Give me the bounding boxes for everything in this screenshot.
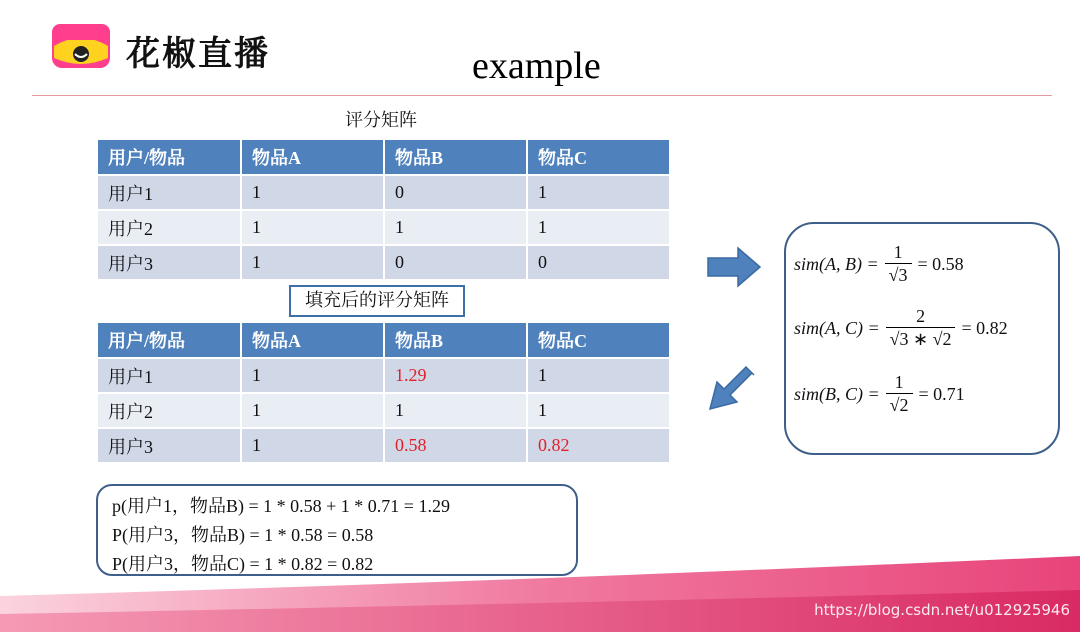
table-cell: 用户3 — [98, 245, 241, 280]
brand-logo-icon — [50, 24, 112, 70]
table-cell: 1 — [241, 210, 384, 245]
table-cell: 1 — [241, 358, 384, 393]
table-cell: 1 — [527, 175, 670, 210]
sim-bc-lhs: sim(B, C) = — [794, 383, 880, 404]
similarity-box — [784, 222, 1060, 455]
column-header: 物品B — [384, 140, 527, 175]
table-cell: 0 — [384, 245, 527, 280]
table-cell: 1 — [241, 175, 384, 210]
column-header: 物品A — [241, 323, 384, 358]
sim-ac-lhs: sim(A, C) = — [794, 317, 880, 338]
similarity-ac — [794, 306, 1008, 350]
column-header: 物品C — [527, 140, 670, 175]
prediction-line: p(用户1，物品B) = 1 * 0.58 + 1 * 0.71 = 1.29 — [112, 496, 450, 516]
table-cell: 1 — [384, 393, 527, 428]
filled-matrix-caption: 填充后的评分矩阵 — [289, 285, 465, 317]
sim-ac-rhs: = 0.82 — [961, 317, 1008, 338]
sim-ab-fraction — [885, 242, 912, 286]
table-cell: 1 — [241, 245, 384, 280]
slide-title: example — [472, 45, 601, 87]
sim-ab-numerator: 1 — [893, 242, 903, 262]
column-header: 用户/物品 — [98, 140, 241, 175]
table-row — [98, 428, 670, 463]
table-cell: 1 — [241, 393, 384, 428]
predicted-cell: 0.82 — [527, 428, 670, 463]
table-cell: 1 — [384, 210, 527, 245]
column-header: 物品A — [241, 140, 384, 175]
table-row — [98, 245, 670, 280]
sim-ab-denominator: √3 — [885, 263, 912, 286]
table-header-row — [98, 323, 670, 358]
sim-ac-denominator: √3 ∗ √2 — [886, 327, 956, 350]
sim-ab-rhs: = 0.58 — [917, 253, 964, 274]
table-cell: 1 — [527, 358, 670, 393]
sim-bc-fraction — [886, 372, 913, 416]
brand-name: 花椒直播 — [126, 34, 270, 74]
table-row — [98, 358, 670, 393]
rating-matrix-table — [98, 140, 671, 281]
predicted-cell: 1.29 — [384, 358, 527, 393]
header-divider — [32, 95, 1052, 96]
table-cell: 用户2 — [98, 210, 241, 245]
table-cell: 用户1 — [98, 358, 241, 393]
table-cell: 用户1 — [98, 175, 241, 210]
table-row — [98, 210, 670, 245]
table-row — [98, 175, 670, 210]
sim-bc-rhs: = 0.71 — [918, 383, 965, 404]
similarity-ab — [794, 242, 964, 286]
arrow-down-left-icon — [706, 365, 756, 411]
table-cell: 0 — [527, 245, 670, 280]
table-header-row — [98, 140, 670, 175]
filled-matrix-table — [98, 323, 671, 464]
prediction-line: P(用户3，物品B) = 1 * 0.58 = 0.58 — [112, 525, 374, 545]
decorative-bottom-band — [0, 556, 1080, 632]
arrow-right-icon — [706, 246, 762, 288]
sim-ac-fraction — [886, 306, 956, 350]
similarity-bc — [794, 372, 965, 416]
prediction-line: P(用户3，物品C) = 1 * 0.82 = 0.82 — [112, 554, 374, 574]
column-header: 用户/物品 — [98, 323, 241, 358]
watermark-url: https://blog.csdn.net/u012925946 — [814, 601, 1070, 619]
table-row — [98, 393, 670, 428]
column-header: 物品C — [527, 323, 670, 358]
table-cell: 用户3 — [98, 428, 241, 463]
predicted-cell: 0.58 — [384, 428, 527, 463]
table-cell: 1 — [241, 428, 384, 463]
table-cell: 1 — [527, 210, 670, 245]
table-cell: 0 — [384, 175, 527, 210]
rating-matrix-caption: 评分矩阵 — [345, 110, 417, 131]
sim-ab-lhs: sim(A, B) = — [794, 253, 879, 274]
sim-bc-numerator: 1 — [894, 372, 904, 392]
table-cell: 用户2 — [98, 393, 241, 428]
sim-bc-denominator: √2 — [886, 393, 913, 416]
column-header: 物品B — [384, 323, 527, 358]
table-cell: 1 — [527, 393, 670, 428]
sim-ac-numerator: 2 — [916, 306, 926, 326]
